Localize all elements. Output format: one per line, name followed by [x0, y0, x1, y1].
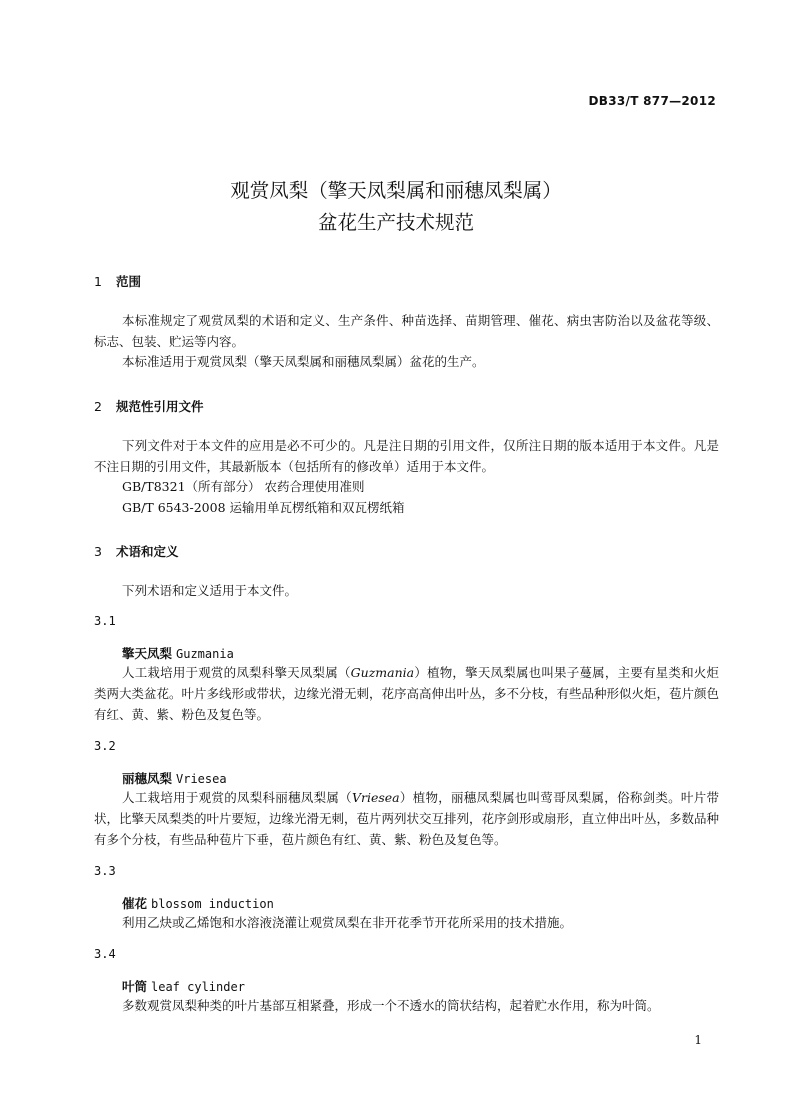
italic-genus: Vriesea [351, 790, 400, 805]
section-title: 规范性引用文件 [116, 399, 204, 414]
document-title-line1: 观赏凤梨（擎天凤梨属和丽穗凤梨属） [230, 179, 562, 202]
term-chinese: 催花 [122, 896, 148, 911]
reference-item: GB/T8321（所有部分） 农药合理使用准则 [122, 479, 365, 494]
clause-number: 3.4 [94, 947, 116, 961]
term-chinese: 叶筒 [122, 979, 148, 994]
clause-number: 3.2 [94, 739, 116, 753]
section-heading-normative-references [94, 397, 204, 415]
paragraph: 本标准适用于观赏凤梨（擎天凤梨属和丽穗凤梨属）盆花的生产。 [122, 354, 485, 369]
page-number: 1 [694, 1033, 702, 1047]
term-entry [122, 977, 245, 995]
standard-number: DB33/T 877—2012 [588, 94, 716, 108]
term-english: Vriesea [176, 772, 227, 786]
term-definition: 利用乙炔或乙烯饱和水溶液浇灌让观赏凤梨在非开花季节开花所采用的技术措施。 [122, 915, 573, 930]
section-title: 范围 [116, 274, 142, 289]
term-english: Guzmania [176, 647, 234, 661]
term-entry [122, 769, 227, 787]
term-english: leaf cylinder [151, 980, 245, 994]
italic-genus: Guzmania [350, 665, 415, 680]
term-english: blossom induction [151, 897, 274, 911]
paragraph: 下列文件对于本文件的应用是必不可少的。凡是注日期的引用文件，仅所注日期的版本适用于本文件。凡是不注日期的引用文件，其最新版本（包括所有的修改单）适用于本文件。 [94, 438, 719, 474]
section-number: 2 [94, 399, 102, 414]
clause-number: 3.1 [94, 614, 116, 628]
section-heading-scope [94, 272, 141, 290]
term-chinese: 擎天凤梨 [122, 646, 173, 661]
reference-item: GB/T 6543-2008 运输用单瓦楞纸箱和双瓦楞纸箱 [122, 500, 405, 515]
term-chinese: 丽穗凤梨 [122, 771, 173, 786]
section-number: 3 [94, 544, 102, 559]
term-entry [122, 894, 274, 912]
term-definition: 人工栽培用于观赏的凤梨科丽穗凤梨属（Vriesea）植物，丽穗凤梨属也叫莺哥凤梨属，俗称剑类。叶片带状，比擎天凤梨类的叶片要短，边缘光滑无刺，苞片两列状交互排列，花序剑形或扇形，直立伸出叶丛，多数品种有多个分枝，有些品种苞片下垂，苞片颜色有红、黄、紫、粉色及复色等。 [94, 790, 720, 847]
section-number: 1 [94, 274, 102, 289]
clause-number: 3.3 [94, 864, 116, 878]
term-definition: 多数观赏凤梨种类的叶片基部互相紧叠，形成一个不透水的筒状结构，起着贮水作用，称为叶筒。 [122, 998, 660, 1013]
document-title-line2: 盆花生产技术规范 [317, 211, 474, 234]
section-title: 术语和定义 [116, 544, 179, 559]
paragraph: 本标准规定了观赏凤梨的术语和定义、生产条件、种苗选择、苗期管理、催花、病虫害防治以及盆花等级、标志、包装、贮运等内容。 [94, 313, 719, 349]
paragraph: 下列术语和定义适用于本文件。 [122, 583, 298, 598]
term-definition: 人工栽培用于观赏的凤梨科擎天凤梨属（Guzmania）植物，擎天凤梨属也叫果子蔓属，主要有星类和火炬类两大类盆花。叶片多线形或带状，边缘光滑无刺，花序高高伸出叶丛，多不分枝，有些品种形似火炬，苞片颜色有红、黄、紫、粉色及复色等。 [94, 665, 720, 722]
section-heading-terms [94, 542, 179, 560]
term-entry [122, 644, 234, 662]
